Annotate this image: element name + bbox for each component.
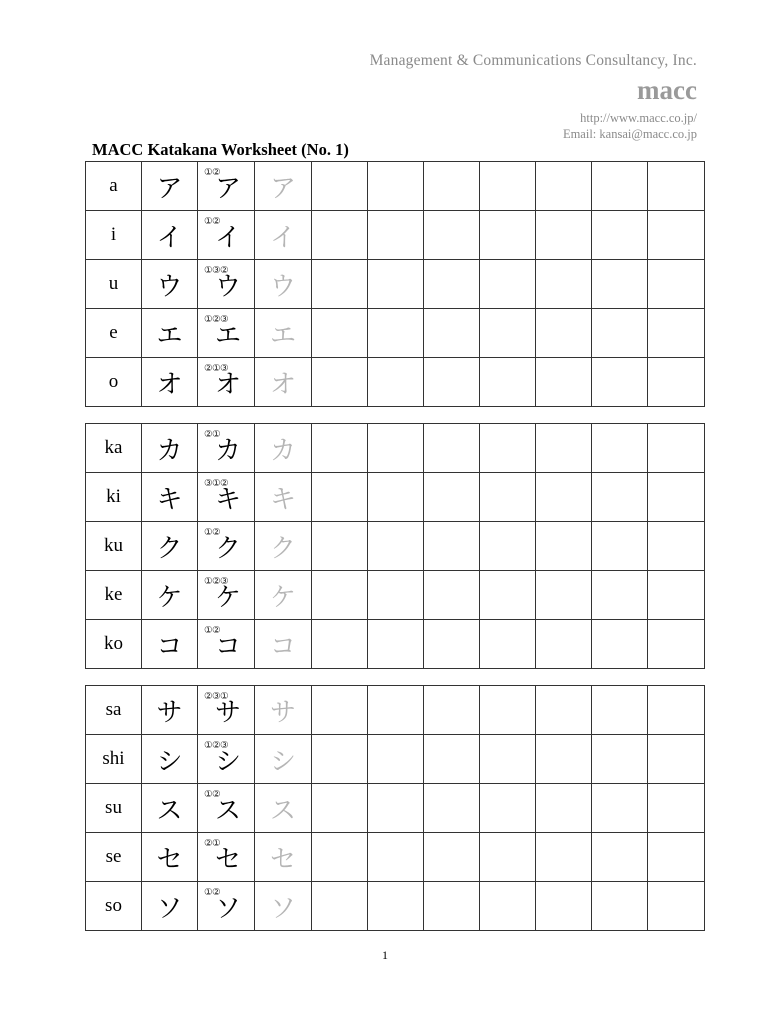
practice-box[interactable] [592,833,648,882]
practice-box[interactable] [480,309,536,358]
practice-box[interactable] [424,358,480,407]
practice-box[interactable] [368,309,424,358]
katakana-character: イ [142,211,198,260]
stroke-order-numbers: ①② [204,167,221,178]
page-number: 1 [382,948,388,962]
trace-guide-character: イ [255,211,312,260]
company-name: Management & Communications Consultancy, Inc. [369,52,697,69]
practice-box[interactable] [424,473,480,522]
trace-guide-character: サ [255,686,312,735]
stroke-order-cell [198,686,255,735]
katakana-character: ケ [142,571,198,620]
practice-box[interactable] [312,833,368,882]
stroke-order-cell [198,882,255,931]
practice-box[interactable] [536,260,592,309]
stroke-order-character: セ [214,844,241,875]
table-row [86,162,705,211]
katakana-character: サ [142,686,198,735]
romaji-label: so [86,882,142,931]
stroke-order-character: ス [214,795,241,826]
practice-box[interactable] [424,620,480,669]
practice-box[interactable] [648,522,705,571]
worksheet-title: MACC Katakana Worksheet (No. 1) [92,140,349,159]
practice-box[interactable] [648,473,705,522]
practice-box[interactable] [368,473,424,522]
trace-guide-character: ク [255,522,312,571]
practice-box[interactable] [592,686,648,735]
katakana-character: オ [142,358,198,407]
practice-box[interactable] [424,882,480,931]
practice-box[interactable] [312,358,368,407]
practice-box[interactable] [536,162,592,211]
table-row [86,358,705,407]
table-row [86,473,705,522]
practice-box[interactable] [424,833,480,882]
practice-box[interactable] [648,686,705,735]
romaji-label: ku [86,522,142,571]
practice-box[interactable] [480,522,536,571]
romaji-label: se [86,833,142,882]
practice-box[interactable] [536,309,592,358]
practice-box[interactable] [592,309,648,358]
stroke-order-character: キ [214,484,241,515]
practice-box[interactable] [536,571,592,620]
practice-box[interactable] [592,735,648,784]
trace-guide-character: ソ [255,882,312,931]
practice-box[interactable] [480,424,536,473]
practice-box[interactable] [648,833,705,882]
stroke-order-cell [198,473,255,522]
practice-box[interactable] [648,211,705,260]
practice-box[interactable] [536,473,592,522]
stroke-order-character: カ [214,435,241,466]
practice-box[interactable] [312,620,368,669]
practice-box[interactable] [536,358,592,407]
practice-box[interactable] [424,735,480,784]
brand-logo-text: macc [637,75,697,105]
practice-box[interactable] [648,735,705,784]
practice-box[interactable] [312,424,368,473]
stroke-order-character: サ [214,697,241,728]
katakana-character: ク [142,522,198,571]
practice-box[interactable] [312,473,368,522]
stroke-order-numbers: ③①② [204,478,229,489]
practice-box[interactable] [592,522,648,571]
practice-box[interactable] [648,882,705,931]
table-row [86,424,705,473]
practice-box[interactable] [368,784,424,833]
practice-box[interactable] [536,620,592,669]
katakana-character: エ [142,309,198,358]
practice-box[interactable] [312,735,368,784]
practice-box[interactable] [312,571,368,620]
practice-box[interactable] [312,686,368,735]
stroke-order-cell [198,260,255,309]
practice-box[interactable] [480,686,536,735]
practice-box[interactable] [536,424,592,473]
stroke-order-character: ケ [214,582,241,613]
katakana-character: ア [142,162,198,211]
table-row [86,260,705,309]
practice-box[interactable] [648,424,705,473]
practice-box[interactable] [592,260,648,309]
stroke-order-numbers: ②①③ [204,363,229,374]
practice-box[interactable] [648,571,705,620]
trace-guide-character: オ [255,358,312,407]
romaji-label: su [86,784,142,833]
practice-box[interactable] [480,260,536,309]
stroke-order-character: ア [214,173,241,204]
practice-box[interactable] [592,162,648,211]
practice-box[interactable] [536,735,592,784]
stroke-order-numbers: ①③② [204,265,229,276]
practice-box[interactable] [312,309,368,358]
stroke-order-numbers: ①② [204,625,221,636]
table-row [86,833,705,882]
stroke-order-cell [198,358,255,407]
practice-box[interactable] [424,162,480,211]
practice-box[interactable] [480,833,536,882]
table-row [86,686,705,735]
practice-box[interactable] [424,211,480,260]
practice-box[interactable] [424,686,480,735]
romaji-label: i [86,211,142,260]
practice-box[interactable] [480,620,536,669]
practice-box[interactable] [424,571,480,620]
trace-guide-character: ス [255,784,312,833]
romaji-label: u [86,260,142,309]
practice-box[interactable] [592,424,648,473]
stroke-order-numbers: ②① [204,838,221,849]
practice-box[interactable] [424,424,480,473]
romaji-label: ko [86,620,142,669]
table-row [86,309,705,358]
trace-guide-character: エ [255,309,312,358]
practice-box[interactable] [312,211,368,260]
trace-guide-character: ケ [255,571,312,620]
trace-guide-character: ア [255,162,312,211]
stroke-order-numbers: ①②③ [204,576,229,587]
website-url[interactable]: http://www.macc.co.jp/ [580,111,697,125]
katakana-character: ソ [142,882,198,931]
practice-box[interactable] [536,784,592,833]
practice-box[interactable] [368,686,424,735]
practice-box[interactable] [592,211,648,260]
practice-box[interactable] [368,882,424,931]
table-row [86,620,705,669]
romaji-label: o [86,358,142,407]
katakana-character: カ [142,424,198,473]
katakana-character: シ [142,735,198,784]
practice-box[interactable] [368,571,424,620]
practice-box[interactable] [480,735,536,784]
practice-box[interactable] [424,784,480,833]
practice-box[interactable] [368,735,424,784]
table-row [86,735,705,784]
romaji-label: ka [86,424,142,473]
stroke-order-cell [198,424,255,473]
practice-box[interactable] [312,882,368,931]
practice-box[interactable] [648,162,705,211]
trace-guide-character: ウ [255,260,312,309]
practice-box[interactable] [536,833,592,882]
trace-guide-character: シ [255,735,312,784]
practice-box[interactable] [368,833,424,882]
stroke-order-cell [198,620,255,669]
table-row [86,882,705,931]
header [370,52,697,142]
practice-box[interactable] [536,882,592,931]
stroke-order-character: ソ [214,893,241,924]
practice-box[interactable] [480,571,536,620]
romaji-label: e [86,309,142,358]
stroke-order-numbers: ①② [204,216,221,227]
practice-box[interactable] [648,358,705,407]
practice-box[interactable] [480,784,536,833]
romaji-label: a [86,162,142,211]
practice-box[interactable] [648,260,705,309]
practice-box[interactable] [648,784,705,833]
katakana-character: セ [142,833,198,882]
practice-box[interactable] [592,620,648,669]
practice-box[interactable] [592,473,648,522]
practice-box[interactable] [312,260,368,309]
stroke-order-character: コ [214,631,241,662]
stroke-order-numbers: ①② [204,887,221,898]
stroke-order-character: エ [214,320,241,351]
stroke-order-character: ク [214,533,241,564]
practice-box[interactable] [368,211,424,260]
practice-box[interactable] [536,211,592,260]
practice-box[interactable] [424,522,480,571]
practice-box[interactable] [536,522,592,571]
stroke-order-cell [198,309,255,358]
practice-box[interactable] [592,358,648,407]
stroke-order-cell [198,162,255,211]
stroke-order-numbers: ①② [204,527,221,538]
stroke-order-numbers: ②③① [204,691,229,702]
practice-box[interactable] [424,309,480,358]
practice-box[interactable] [312,522,368,571]
stroke-order-cell [198,522,255,571]
romaji-label: ke [86,571,142,620]
table-row [86,522,705,571]
contact-email[interactable]: Email: kansai@macc.co.jp [562,127,697,141]
stroke-order-cell [198,833,255,882]
stroke-order-cell [198,571,255,620]
practice-box[interactable] [480,211,536,260]
trace-guide-character: セ [255,833,312,882]
practice-box[interactable] [368,358,424,407]
practice-box[interactable] [312,162,368,211]
practice-box[interactable] [312,784,368,833]
stroke-order-cell [198,784,255,833]
practice-box[interactable] [648,620,705,669]
practice-box[interactable] [592,571,648,620]
table-row [86,211,705,260]
stroke-order-numbers: ①②③ [204,740,229,751]
stroke-order-character: イ [214,222,241,253]
stroke-order-character: オ [214,369,241,400]
practice-box[interactable] [368,620,424,669]
practice-box[interactable] [368,424,424,473]
stroke-order-numbers: ②① [204,429,221,440]
practice-box[interactable] [480,882,536,931]
trace-guide-character: キ [255,473,312,522]
stroke-order-cell [198,211,255,260]
katakana-character: ス [142,784,198,833]
katakana-character: キ [142,473,198,522]
katakana-character: コ [142,620,198,669]
practice-box[interactable] [368,162,424,211]
practice-box[interactable] [424,260,480,309]
practice-box[interactable] [648,309,705,358]
practice-box[interactable] [480,162,536,211]
katakana-character: ウ [142,260,198,309]
table-row [86,784,705,833]
practice-box[interactable] [368,522,424,571]
trace-guide-character: カ [255,424,312,473]
kana-group-table [85,423,705,669]
practice-box[interactable] [480,473,536,522]
stroke-order-character: シ [214,746,241,777]
stroke-order-cell [198,735,255,784]
stroke-order-numbers: ①② [204,789,221,800]
kana-group-table [85,161,705,407]
stroke-order-numbers: ①②③ [204,314,229,325]
practice-box[interactable] [368,260,424,309]
practice-box[interactable] [536,686,592,735]
romaji-label: shi [86,735,142,784]
practice-box[interactable] [592,784,648,833]
practice-box[interactable] [592,882,648,931]
table-row [86,571,705,620]
romaji-label: sa [86,686,142,735]
stroke-order-character: ウ [214,271,241,302]
kana-group-table [85,685,705,931]
romaji-label: ki [86,473,142,522]
trace-guide-character: コ [255,620,312,669]
practice-box[interactable] [480,358,536,407]
